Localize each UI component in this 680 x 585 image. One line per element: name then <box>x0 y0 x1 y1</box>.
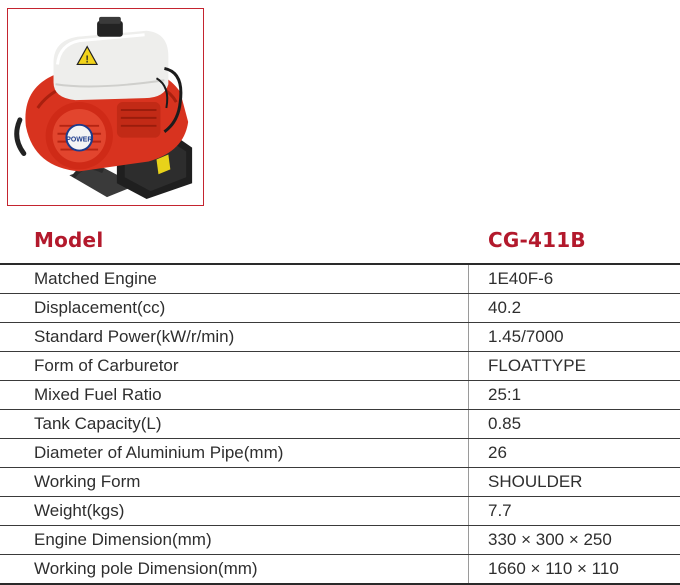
brand-badge-text: POWER <box>66 136 93 144</box>
spec-name: Standard Power(kW/r/min) <box>34 327 235 346</box>
spec-row-pipe-diameter <box>0 439 680 468</box>
column-divider <box>468 352 469 380</box>
spec-name: Working pole Dimension(mm) <box>34 559 258 578</box>
spec-value: 26 <box>488 443 507 462</box>
column-divider <box>468 555 469 583</box>
spec-row-pole-dimension <box>0 555 680 585</box>
spec-name: Mixed Fuel Ratio <box>34 385 162 404</box>
spec-value: 1E40F-6 <box>488 269 554 288</box>
spec-value: FLOATTYPE <box>488 356 586 375</box>
column-divider <box>468 294 469 322</box>
spec-name: Diameter of Aluminium Pipe(mm) <box>34 443 284 462</box>
spec-row-displacement <box>0 294 680 323</box>
engine-product-image <box>8 9 203 205</box>
spec-row-tank-capacity <box>0 410 680 439</box>
column-divider <box>468 439 469 467</box>
model-header-row <box>0 224 680 262</box>
spec-row-matched-engine <box>0 265 680 294</box>
spec-value: SHOULDER <box>488 472 583 491</box>
spec-value: 25:1 <box>488 385 522 404</box>
product-image-frame <box>7 8 204 206</box>
spec-value: 7.7 <box>488 501 512 520</box>
spec-row-working-form <box>0 468 680 497</box>
spec-name: Tank Capacity(L) <box>34 414 162 433</box>
spec-name: Displacement(cc) <box>34 298 166 317</box>
spec-name: Weight(kgs) <box>34 501 125 520</box>
spec-value: 0.85 <box>488 414 522 433</box>
column-divider <box>468 381 469 409</box>
spec-name: Engine Dimension(mm) <box>34 530 212 549</box>
spec-row-engine-dimension <box>0 526 680 555</box>
spec-row-standard-power <box>0 323 680 352</box>
spec-name: Working Form <box>34 472 141 491</box>
spec-name: Matched Engine <box>34 269 157 288</box>
column-divider <box>468 468 469 496</box>
spec-value: 1.45/7000 <box>488 327 564 346</box>
column-divider <box>468 265 469 293</box>
spec-value: 1660 × 110 × 110 <box>488 559 619 578</box>
column-divider <box>468 410 469 438</box>
model-label: Model <box>34 228 104 252</box>
column-divider <box>468 497 469 525</box>
column-divider <box>468 323 469 351</box>
spec-name: Form of Carburetor <box>34 356 179 375</box>
spec-row-weight <box>0 497 680 526</box>
spec-value: 330 × 300 × 250 <box>488 530 612 549</box>
spec-table <box>0 263 680 585</box>
column-divider <box>468 526 469 554</box>
spec-row-fuel-ratio <box>0 381 680 410</box>
spec-row-carburetor <box>0 352 680 381</box>
svg-text:!: ! <box>85 54 89 66</box>
model-value: CG-411B <box>488 228 586 252</box>
spec-value: 40.2 <box>488 298 522 317</box>
